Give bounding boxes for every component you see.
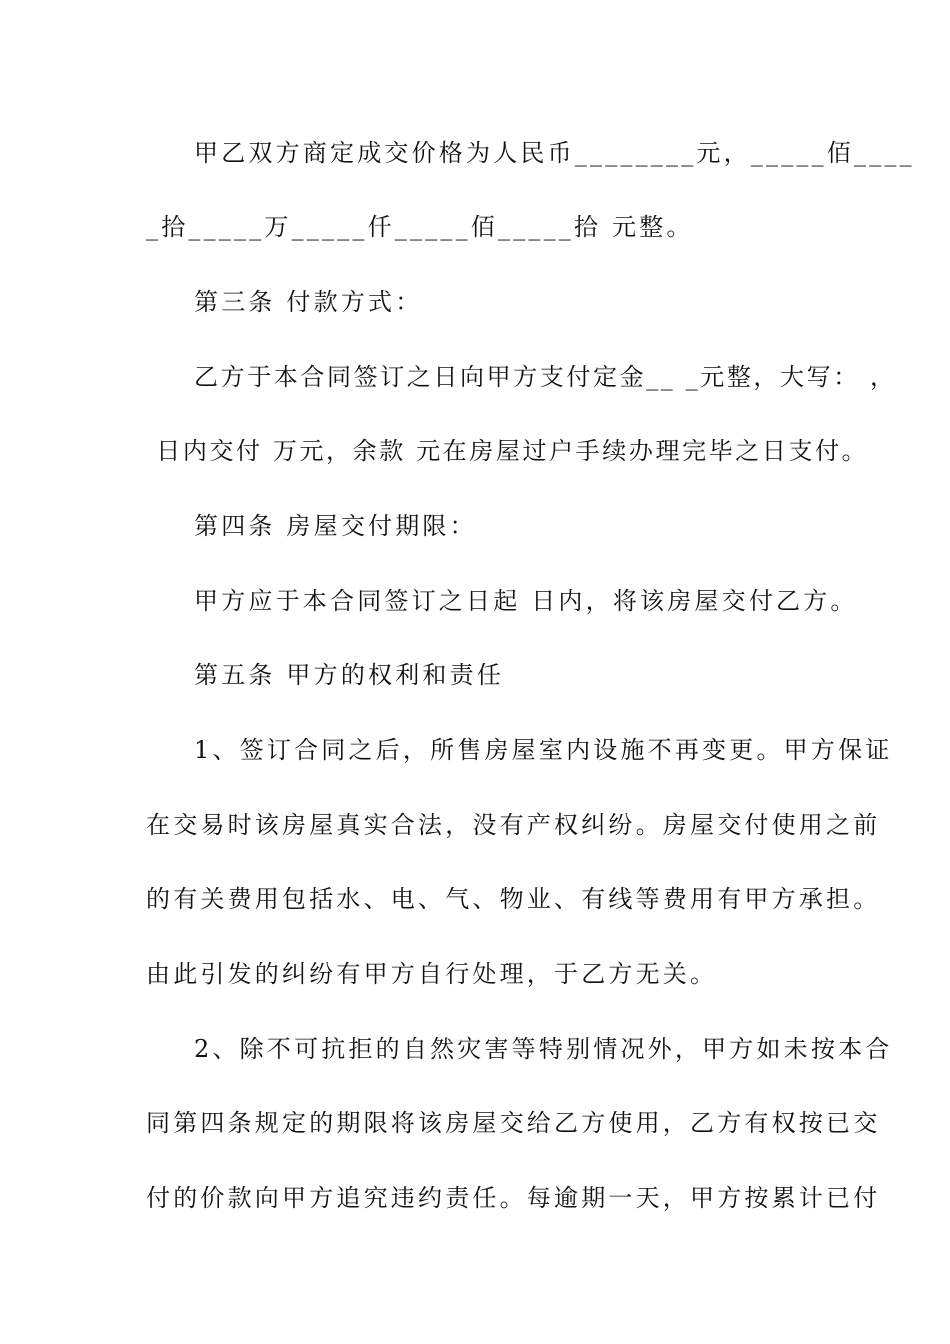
article-four-heading: 第四条 房屋交付期限：: [194, 512, 477, 540]
clause-two-line-2: 同第四条规定的期限将该房屋交给乙方使用，乙方有权按已交: [146, 1109, 881, 1137]
delivery-term-line: 甲方应于本合同签订之日起 日内，将该房屋交付乙方。: [194, 587, 858, 615]
article-five-heading: 第五条 甲方的权利和责任: [194, 661, 505, 689]
payment-schedule-line: 日内交付 万元，余款 元在房屋过户手续办理完毕之日支付。: [146, 437, 869, 465]
article-three-heading: 第三条 付款方式：: [194, 288, 423, 316]
price-amount-line: _拾_____万_____仟_____佰_____拾 元整。: [146, 213, 694, 241]
deposit-line: 乙方于本合同签订之日向甲方支付定金__ _元整，大写： ，: [194, 363, 897, 391]
price-line: 甲乙双方商定成交价格为人民币________元，_____佰____: [194, 139, 915, 167]
clause-one-line-3: 的有关费用包括水、电、气、物业、有线等费用有甲方承担。: [146, 885, 881, 913]
clause-two-line-1: 2、除不可抗拒的自然灾害等特别情况外，甲方如未按本合: [194, 1035, 893, 1063]
clause-one-line-4: 由此引发的纠纷有甲方自行处理，于乙方无关。: [146, 960, 718, 988]
clause-one-line-1: 1、签订合同之后，所售房屋室内设施不再变更。甲方保证: [194, 736, 893, 764]
clause-two-line-3: 付的价款向甲方追究违约责任。每逾期一天，甲方按累计已付: [146, 1184, 881, 1212]
clause-one-line-2: 在交易时该房屋真实合法，没有产权纠纷。房屋交付使用之前: [146, 811, 881, 839]
